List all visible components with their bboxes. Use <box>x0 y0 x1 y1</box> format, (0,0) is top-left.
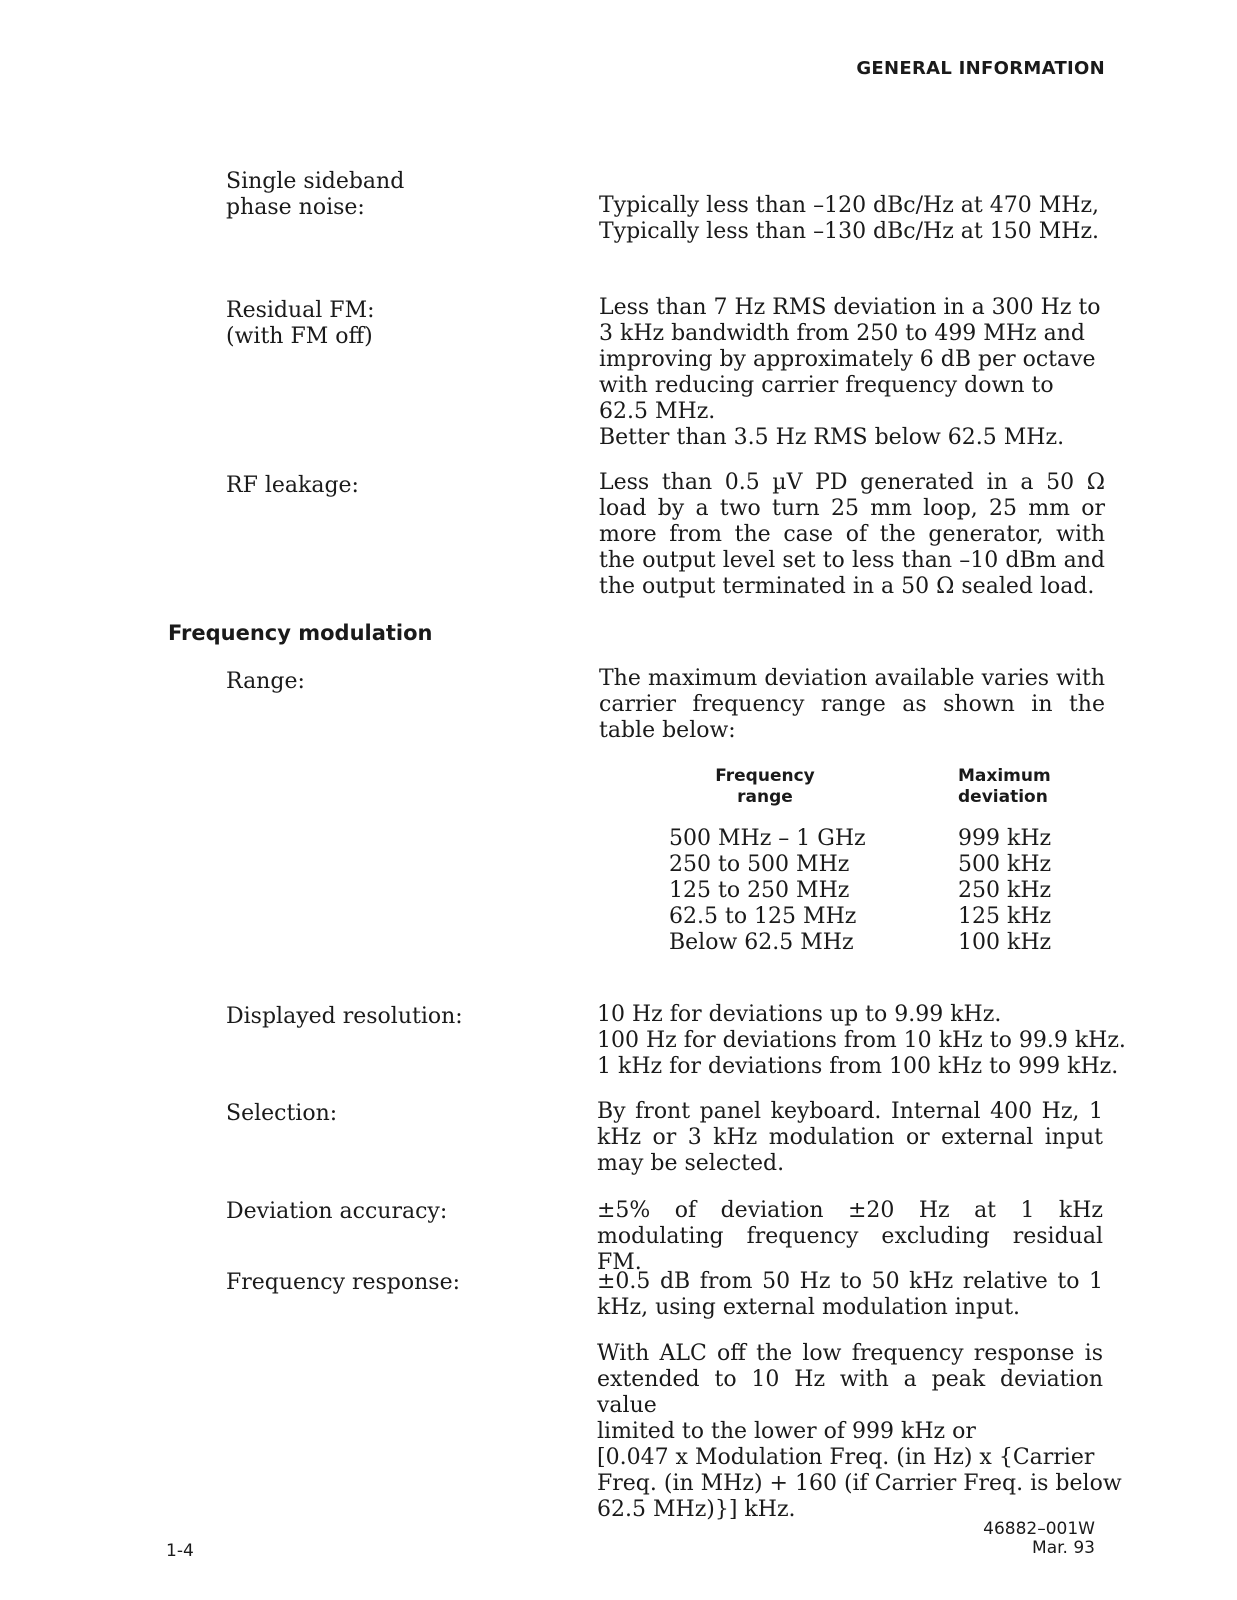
table-header-maximum-deviation-line-1: Maximum <box>958 766 1051 786</box>
table-cell: 125 to 250 MHz <box>669 878 850 903</box>
resolution-line-2: 100 Hz for deviations from 10 kHz to 99.9 kHz. <box>597 1028 1126 1053</box>
table-cell: 250 to 500 MHz <box>669 852 850 877</box>
table-cell: 500 MHz – 1 GHz <box>669 826 866 851</box>
page-number: 1-4 <box>166 1541 194 1561</box>
table-cell: 100 kHz <box>958 930 1052 955</box>
selection-value: By front panel keyboard. Internal 400 Hz, 1 kHz or 3 kHz modulation or external input may be selected. <box>597 1099 1103 1176</box>
table-cell: 62.5 to 125 MHz <box>669 904 857 929</box>
section-title-frequency-modulation: Frequency modulation <box>168 621 433 645</box>
phase-noise-line-1: Typically less than –120 dBc/Hz at 470 MHz, <box>599 193 1100 218</box>
table-cell: 125 kHz <box>958 904 1052 929</box>
rf-leakage-value: Less than 0.5 µV PD generated in a 50 Ω load by a two turn 25 mm loop, 25 mm or more from the case of the generator, with the output level set to less than –10 dBm and the output terminated in a 50 Ω sealed load. <box>599 470 1105 599</box>
document-code-number: 46882–001W <box>983 1519 1095 1539</box>
table-column-frequency-range <box>669 826 866 956</box>
phase-noise-value <box>599 193 1105 245</box>
table-header-maximum-deviation-line-2: deviation <box>958 787 1048 807</box>
response-note-line-1: limited to the lower of 999 kHz or <box>597 1419 976 1444</box>
table-header-maximum-deviation <box>958 766 1051 808</box>
response-value: ±0.5 dB from 50 Hz to 50 kHz relative to 1 kHz, using external modulation input. <box>597 1269 1103 1320</box>
table-cell: 999 kHz <box>958 826 1052 851</box>
rf-leakage-label: RF leakage: <box>226 473 359 498</box>
table-column-maximum-deviation <box>958 826 1051 956</box>
resolution-value <box>597 1002 1126 1080</box>
resolution-line-3: 1 kHz for deviations from 100 kHz to 999 kHz. <box>597 1054 1119 1079</box>
residual-fm-value <box>599 295 1105 451</box>
response-note-text: With ALC off the low frequency response is extended to 10 Hz with a peak deviation value <box>597 1341 1103 1418</box>
document-code <box>983 1520 1095 1558</box>
response-label: Frequency response: <box>226 1270 461 1295</box>
table-header-frequency-range-line-1: Frequency <box>715 766 815 786</box>
residual-fm-line-1: Less than 7 Hz RMS deviation in a 300 Hz to <box>599 295 1101 320</box>
residual-fm-label-line-1: Residual FM: <box>226 298 375 323</box>
response-note-line-2: [0.047 x Modulation Freq. (in Hz) x {Carrier <box>597 1445 1095 1470</box>
accuracy-label: Deviation accuracy: <box>226 1199 448 1224</box>
selection-label: Selection: <box>226 1101 338 1126</box>
table-header-frequency-range-line-2: range <box>737 787 793 807</box>
table-header-frequency-range <box>705 766 825 808</box>
response-note-line-4: 62.5 MHz)}] kHz. <box>597 1497 796 1522</box>
resolution-label: Displayed resolution: <box>226 1004 463 1029</box>
residual-fm-label-line-2: (with FM off) <box>226 324 373 349</box>
phase-noise-label-line-2: phase noise: <box>226 195 365 220</box>
resolution-line-1: 10 Hz for deviations up to 9.99 kHz. <box>597 1002 1002 1027</box>
residual-fm-label <box>226 298 375 350</box>
document-date: Mar. 93 <box>1032 1538 1095 1558</box>
residual-fm-line-3: improving by approximately 6 dB per octave <box>599 347 1096 372</box>
residual-fm-line-6: Better than 3.5 Hz RMS below 62.5 MHz. <box>599 425 1065 450</box>
table-cell: Below 62.5 MHz <box>669 930 854 955</box>
response-note-line-3: Freq. (in MHz) + 160 (if Carrier Freq. is below <box>597 1471 1122 1496</box>
table-cell: 250 kHz <box>958 878 1052 903</box>
residual-fm-line-5: 62.5 MHz. <box>599 399 716 424</box>
phase-noise-line-2: Typically less than –130 dBc/Hz at 150 MHz. <box>599 219 1100 244</box>
page-header: GENERAL INFORMATION <box>856 58 1105 79</box>
range-label: Range: <box>226 669 305 694</box>
accuracy-value: ±5% of deviation ±20 Hz at 1 kHz modulating frequency excluding residual FM. <box>597 1198 1103 1275</box>
range-value: The maximum deviation available varies with carrier frequency range as shown in the table below: <box>599 666 1105 743</box>
table-cell: 500 kHz <box>958 852 1052 877</box>
residual-fm-line-4: with reducing carrier frequency down to <box>599 373 1054 398</box>
residual-fm-line-2: 3 kHz bandwidth from 250 to 499 MHz and <box>599 321 1085 346</box>
phase-noise-label-line-1: Single sideband <box>226 169 405 194</box>
phase-noise-label <box>226 169 404 221</box>
response-note <box>597 1341 1122 1523</box>
